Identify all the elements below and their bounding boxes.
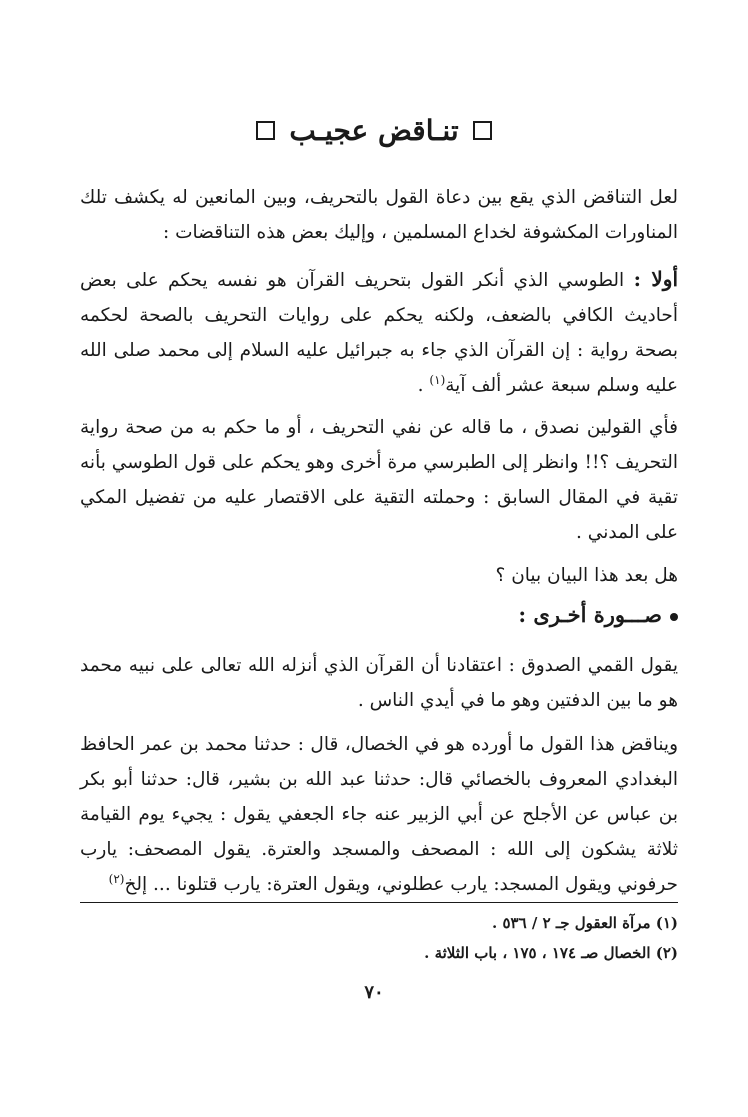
khisal-text: ويناقض هذا القول ما أورده هو في الخصال، قال : حدثنا محمد بن عمر الحافظ البغدادي المعروف بالخصائي قال: حدثنا عبد الله بن بشير، قال: حدثنا أبو بكر بن عباس عن الأجلح عن أبي الزبير عنه جاء الجعفي يقول : يجيء يوم القيامة ثلاثة يشكون إلى الله : المصحف والمسجد والعترة. يقول المصحف: يارب حرفوني ويقول المسجد: يارب عطلوني، ويقول العترة: يارب قتلونا ... إلخ [80,734,678,895]
chapter-title-row [0,108,748,152]
first-lead: أولا : [633,267,679,291]
section-heading [80,602,678,627]
first-text: الطوسي الذي أنكر القول بتحريف القرآن هو نفسه يحكم على بعض أحاديث الكافي بالضعف، ولكنه يحكم على روايات التحريف بالصحة لحكمه بصحة رواية : إن القرآن الذي جاء به جبرائيل عليه السلام إلى محمد صلى الله عليه وسلم سبعة عشر ألف آية [80,270,678,396]
intro-text: لعل التناقض الذي يقع بين دعاة القول بالتحريف، وبين المانعين له يكشف تلك المناورات المكشوفة لخداع المسلمين ، وإليك بعض هذه التناقضات : [80,187,678,243]
footnotes [80,908,678,968]
footnote-1: (١) مرآة العقول جـ ٢ / ٥٣٦ . [492,914,678,932]
section-heading-text: صـــورة أخـرى : [518,602,662,627]
intro-paragraph [80,180,678,250]
bullet-icon [670,613,678,621]
question-text: هل بعد هذا البيان بيان ؟ [495,565,678,586]
footnote-divider [80,902,678,903]
title-box-right [473,121,492,140]
second-text: فأي القولين نصدق ، ما قاله عن نفي التحريف ، أو ما حكم به من صحة رواية التحريف ؟!! وانظر إلى الطبرسي مرة أخرى وهو يحكم على قول الطوسي بأنه تقية في المقال السابق : وحملته التقية على الاقتصار عليه من تفضيل المكي على المدني . [80,417,678,543]
chapter-title: تنـاقض عجيـب [289,113,459,147]
first-paragraph [80,262,678,403]
footnote-2: (٢) الخصال صـ ١٧٤ ، ١٧٥ ، باب الثلاثة . [424,944,678,962]
qummi-text: يقول القمي الصدوق : اعتقادنا أن القرآن الذي أنزله الله تعالى على نبيه محمد هو ما بين الدفتين وهو ما في أيدي الناس . [80,655,678,711]
title-box-left [256,121,275,140]
second-paragraph [80,410,678,550]
footnote-ref-2: (٢) [108,871,125,886]
first-end: . [417,375,430,396]
khisal-paragraph [80,727,678,902]
question-paragraph [80,558,678,593]
footnote-ref-1: (١) [429,372,446,387]
qummi-paragraph [80,648,678,718]
page-number: ٧٠ [364,982,384,1003]
